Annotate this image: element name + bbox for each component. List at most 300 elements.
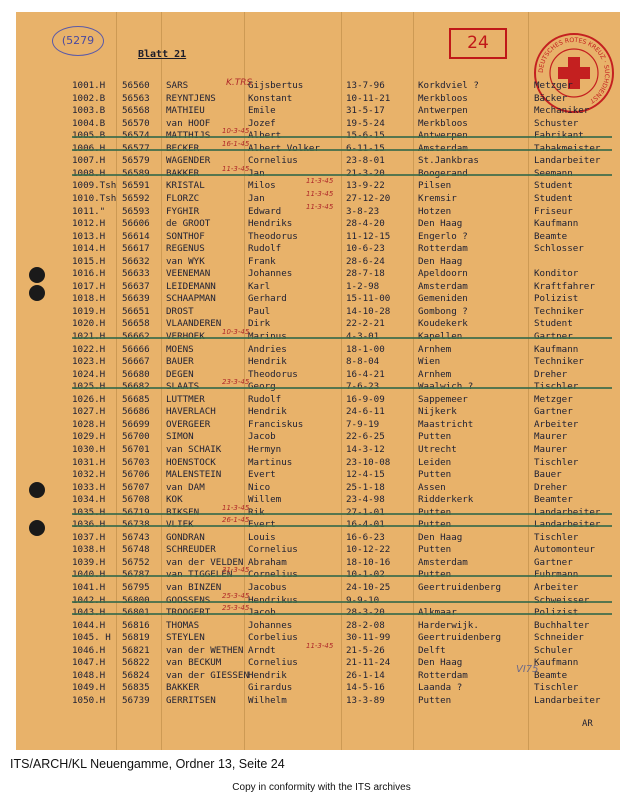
birth-date: 15-11-00 [346,293,391,305]
seal-text: DEUTSCHES ROTES KREUZ · SUCHDIENST [537,36,611,105]
birth-date: 23-8-01 [346,155,385,167]
prisoner-number: 56699 [122,418,150,430]
birth-date: 30-11-99 [346,632,391,644]
last-name: BAUER [166,356,194,368]
first-name: Jozef [248,117,276,129]
first-name: Emile [248,105,276,117]
birth-place: Leiden [418,456,452,468]
occupation: Tischler [534,531,579,543]
last-name: van HOOF [166,117,211,129]
birth-place: Amsterdam [418,280,468,292]
entry-number: 1010.Tsh [72,192,117,204]
last-name: KOK [166,494,183,506]
prisoner-number: 56703 [122,456,150,468]
birth-place: Korkdviel ? [418,80,479,91]
prisoner-number: 56795 [122,582,150,593]
birth-date: 27-12-20 [346,192,391,204]
handwritten-date: 10-3-45 [222,328,250,336]
prisoner-number: 56667 [122,356,150,368]
occupation: Bauer [534,469,562,481]
strike-line [72,174,612,176]
birth-date: 13-7-96 [346,80,385,91]
birth-place: Putten [418,694,452,706]
handwritten-date: 16-1-45 [222,139,250,148]
birth-date: 13-3-89 [346,694,385,706]
document-sheet [16,12,620,750]
entry-number: 1012.H [72,218,106,230]
birth-date: 14-10-28 [346,305,391,317]
entry-number: 1037.H [72,531,106,543]
occupation: Landarbeiter [534,694,601,706]
prisoner-number: 56617 [122,243,150,255]
birth-place: Nijkerk [418,406,457,418]
first-name: Rudolf [248,243,282,255]
occupation: Dreher [534,368,568,380]
birth-date: 21-11-24 [346,657,391,669]
occupation: Student [534,192,573,204]
birth-place: Amsterdam [418,556,468,568]
handwritten-date: 10-3-45 [222,127,250,136]
birth-date: 21-5-26 [346,644,385,656]
occupation: Student [534,318,573,330]
birth-date: 22-2-21 [346,318,385,330]
entry-number: 1013.H [72,230,106,242]
entry-number: 1022.H [72,343,106,355]
last-name: GONDRAN [166,531,205,543]
prisoner-number: 56651 [122,305,150,317]
birth-date: 10-6-23 [346,243,385,255]
entry-number: 1027.H [72,406,106,418]
birth-date: 12-4-15 [346,469,385,481]
first-name: Franciskus [248,418,304,430]
last-name: MATHIEU [166,105,205,117]
entry-number: 1028.H [72,418,106,430]
entry-number: 1004.B [72,117,106,129]
first-name: Corbelius [248,632,298,644]
prisoner-number: 56835 [122,682,150,694]
handwritten-date: 25-3-45 [222,591,250,600]
handwritten-date: 31-3-45 [222,566,250,575]
prisoner-number: 56592 [122,192,150,204]
birth-place: Engerlo ? [418,230,468,242]
prisoner-number: 56658 [122,318,150,330]
strike-line [72,149,612,151]
strike-line [72,601,612,603]
last-name: van SCHAIK [166,443,222,455]
last-name: DROST [166,305,194,317]
entry-number: 1047.H [72,657,106,669]
handwritten-date: 11-3-45 [222,503,250,512]
birth-place: Kremsir [418,192,457,204]
first-name: Hendriks [248,218,293,230]
occupation: Metzger [534,393,573,405]
occupation: Beamte [534,669,568,681]
occupation: Polizist [534,293,579,305]
last-name: van BINZEN [166,582,222,593]
strike-line [72,337,612,339]
first-name: Frank [248,255,276,267]
prisoner-number: 56706 [122,469,150,481]
column-rule [116,12,117,750]
entry-number: 1038.H [72,544,106,556]
entry-number: 1001.H [72,80,106,91]
prisoner-number: 56680 [122,368,150,380]
first-name: Theodorus [248,230,298,242]
entry-number: 1023.H [72,356,106,368]
strike-line [72,387,612,389]
column-rule [341,12,342,750]
birth-place: Harderwijk. [418,619,479,631]
entry-number: 1050.H [72,694,106,706]
entry-number: 1014.H [72,243,106,255]
first-name: Paul [248,305,271,317]
occupation: Beamter [534,494,573,506]
handwritten-date: 26-1-45 [222,516,250,525]
column-rule [161,12,162,750]
birth-date: 31-5-17 [346,105,385,117]
entry-number: 1018.H [72,293,106,305]
entry-number: 1034.H [72,494,106,506]
birth-place: Den Haag [418,218,463,230]
birth-place: Ridderkerk [418,494,474,506]
birth-date: 10-12-22 [346,544,391,556]
birth-date: 22-6-25 [346,431,385,443]
entry-number: 1031.H [72,456,106,468]
first-name: Andries [248,343,287,355]
prisoner-number: 56819 [122,632,150,644]
last-name: OVERGEER [166,418,211,430]
first-name: Karl [248,280,271,292]
last-name: MOENS [166,343,194,355]
first-name: Johannes [248,619,293,631]
strike-line [72,575,612,577]
birth-date: 13-9-22 [346,180,385,192]
birth-date: 1-2-98 [346,280,380,292]
birth-date: 16-6-23 [346,531,385,543]
occupation: Konditor [534,268,579,280]
birth-date: 23-10-08 [346,456,391,468]
birth-place: Sappemeer [418,393,468,405]
first-name: Jacobus [248,582,287,593]
entry-number: 1029.H [72,431,106,443]
birth-place: Gemeniden [418,293,468,305]
entry-number: 1039.H [72,556,106,568]
entry-number: 1009.Tsh [72,180,117,192]
prisoner-number: 56560 [122,80,150,91]
entry-number: 1007.H [72,155,106,167]
occupation: Kaufmann [534,657,579,669]
prisoner-number: 56816 [122,619,150,631]
occupation: Kraftfahrer [534,280,595,292]
occupation: Maurer [534,443,568,455]
occupation: Kaufmann [534,218,579,230]
prisoner-number: 56568 [122,105,150,117]
last-name: SCHAAPMAN [166,293,216,305]
last-name: HOENSTOCK [166,456,216,468]
occupation: Bäcker [534,92,568,104]
occupation: Dreher [534,481,568,493]
occupation: Buchhalter [534,619,590,631]
last-name: SIMON [166,431,194,443]
prisoner-number: 56700 [122,431,150,443]
last-name: SARS [166,80,189,91]
last-name: THOMAS [166,619,200,631]
entry-number: 1024.H [72,368,106,380]
birth-place: Utrecht [418,443,457,455]
occupation: Metzger [534,80,573,91]
last-name: VLAANDEREN [166,318,222,330]
occupation: Beamte [534,230,568,242]
last-name: REYNTJENS [166,92,216,104]
entry-number: 1017.H [72,280,106,292]
punch-hole [29,267,45,283]
entry-number: 1046.H [72,644,106,656]
prisoner-number: 56821 [122,644,150,656]
occupation: Tischler [534,682,579,694]
first-name: Rudolf [248,393,282,405]
occupation: Schlosser [534,243,584,255]
archive-caption: ITS/ARCH/KL Neuengamme, Ordner 13, Seite 24 [10,757,285,771]
birth-place: Laanda ? [418,682,463,694]
birth-place: Geertruidenberg [418,632,501,644]
occupation: Arbeiter [534,418,579,430]
prisoner-number: 56632 [122,255,150,267]
prisoner-number: 56637 [122,280,150,292]
first-name: Willem [248,494,282,506]
entry-number: 1049.H [72,682,106,694]
prisoner-number: 56701 [122,443,150,455]
handwritten-date: 11-3-45 [306,189,334,198]
last-name: van WYK [166,255,205,267]
first-name: Evert [248,469,276,481]
last-name: SCHREUDER [166,544,216,556]
last-name: VEENEMAN [166,268,211,280]
occupation: Schuster [534,117,579,129]
first-name: Hendrik [248,356,287,368]
birth-place: Den Haag [418,657,463,669]
last-name: DEGEN [166,368,194,380]
prisoner-number: 56591 [122,180,150,192]
ar-mark: AR [582,719,593,729]
entry-number: 1048.H [72,669,106,681]
birth-date: 7-9-19 [346,418,380,430]
first-name: Hermyn [248,443,282,455]
last-name: REGENUS [166,243,205,255]
prisoner-number: 56748 [122,544,150,556]
prisoner-number: 56685 [122,393,150,405]
occupation: Gartner [534,406,573,418]
last-name: KRISTAL [166,180,205,192]
birth-date: 14-5-16 [346,682,385,694]
first-name: Martinus [248,456,293,468]
first-name: Cornelius [248,544,298,556]
last-name: FLORZC [166,192,200,204]
handwritten-date: 11-3-45 [222,164,250,173]
birth-date: 28-7-18 [346,268,385,280]
prisoner-number: 56739 [122,694,150,706]
entry-number: 1032.H [72,469,106,481]
first-name: Gijsbertus [248,80,304,91]
prisoner-number: 56614 [122,230,150,242]
birth-place: Gombong ? [418,305,468,317]
occupation: Student [534,180,573,192]
birth-date: 28-6-24 [346,255,385,267]
pencil-mark: VI75 [516,664,539,675]
punch-hole [29,482,45,498]
first-name: Cornelius [248,155,298,167]
first-name: Edward [248,205,282,217]
prisoner-number: 56822 [122,657,150,669]
handwritten-date: 23-3-45 [222,378,250,387]
entry-number: 1019.H [72,305,106,317]
occupation: Mechaniker [534,105,590,117]
last-name: GERRITSEN [166,694,216,706]
first-name: Jacob [248,431,276,443]
occupation: Techniker [534,356,584,368]
last-name: van BECKUM [166,657,222,669]
birth-date: 14-3-12 [346,443,385,455]
first-name: Girardus [248,682,293,694]
birth-place: Den Haag [418,531,463,543]
first-name: Abraham [248,556,287,568]
prisoner-number: 56824 [122,669,150,681]
birth-place: Delft [418,644,446,656]
birth-date: 28-2-08 [346,619,385,631]
birth-place: Den Haag [418,255,463,267]
prisoner-number: 56686 [122,406,150,418]
occupation: Landarbeiter [534,155,601,167]
entry-number: 1030.H [72,443,106,455]
last-name: LUTTMER [166,393,205,405]
birth-date: 16-9-09 [346,393,385,405]
first-name: Nico [248,481,271,493]
strike-line [72,613,612,615]
occupation: Automonteur [534,544,595,556]
first-name: Jan [248,192,265,204]
birth-date: 10-11-21 [346,92,391,104]
last-name: van der VELDEN [166,556,244,568]
prisoner-number: 56707 [122,481,150,493]
occupation: Arbeiter [534,582,579,593]
last-name: FYGHIR [166,205,200,217]
birth-date: 19-5-24 [346,117,385,129]
birth-date: 26-1-14 [346,669,385,681]
occupation: Tischler [534,456,579,468]
prisoner-number: 56743 [122,531,150,543]
birth-date: 24-10-25 [346,582,391,593]
prisoner-number: 56752 [122,556,150,568]
first-name: Milos [248,180,276,192]
last-name: STEYLEN [166,632,205,644]
birth-place: Merkbloos [418,92,468,104]
birth-date: 23-4-98 [346,494,385,506]
last-name: SONTHOF [166,230,205,242]
occupation: Kaufmann [534,343,579,355]
first-name: Louis [248,531,276,543]
birth-place: Rotterdam [418,669,468,681]
last-name: van der WETHEN [166,644,244,656]
entry-number: 1026.H [72,393,106,405]
conformity-note: Copy in conformity with the ITS archives [232,782,411,793]
birth-place: Putten [418,431,452,443]
birth-place: Merkbloos [418,117,468,129]
prisoner-number: 56666 [122,343,150,355]
column-rule [413,12,414,750]
strike-line [72,136,612,138]
entry-number: 1045. H [72,632,111,644]
birth-date: 18-1-00 [346,343,385,355]
first-name: Konstant [248,92,293,104]
birth-date: 16-4-21 [346,368,385,380]
birth-place: Hotzen [418,205,452,217]
punch-hole [29,285,45,301]
birth-date: 24-6-11 [346,406,385,418]
sheet-label: Blatt 21 [138,49,187,60]
prisoner-number: 56606 [122,218,150,230]
birth-date: 8-8-04 [346,356,380,368]
strike-line [72,513,612,515]
handwritten-date: 11-3-45 [306,641,334,650]
birth-date: 25-1-18 [346,481,385,493]
first-name: Arndt [248,644,276,656]
handwritten-date: 25-3-45 [222,604,250,613]
first-name: Wilhelm [248,694,287,706]
entry-number: 1011." [72,205,106,217]
first-name: Cornelius [248,657,298,669]
occupation: Schneider [534,632,584,644]
strike-line [72,525,612,527]
occupation: Maurer [534,431,568,443]
occupation: Schuler [534,644,573,656]
birth-place: St.Jankbras [418,155,479,167]
birth-place: Putten [418,469,452,481]
birth-place: Putten [418,544,452,556]
birth-place: Wien [418,356,441,368]
entry-number: 1041.H [72,582,106,593]
handwritten-note: K.TRS [226,78,253,88]
occupation: Techniker [534,305,584,317]
handwritten-date: 11-3-45 [306,202,334,211]
occupation: Gartner [534,556,573,568]
birth-place: Arnhem [418,343,452,355]
prisoner-number: 56570 [122,117,150,129]
birth-place: Assen [418,481,446,493]
birth-place: Rotterdam [418,243,468,255]
entry-number: 1003.B [72,105,106,117]
occupation: Friseur [534,205,573,217]
first-name: Johannes [248,268,293,280]
handwritten-date: 11-3-45 [306,177,334,186]
prisoner-number: 56593 [122,205,150,217]
first-name: Gerhard [248,293,287,305]
birth-date: 18-10-16 [346,556,391,568]
birth-date: 11-12-15 [346,230,391,242]
first-name: Dirk [248,318,271,330]
birth-place: Pilsen [418,180,452,192]
prisoner-number: 56563 [122,92,150,104]
last-name: van DAM [166,481,205,493]
birth-place: Koudekerk [418,318,468,330]
page-number-box: 24 [449,28,507,59]
entry-number: 1033.H [72,481,106,493]
first-name: Theodorus [248,368,298,380]
archive-stamp: (5279 [52,26,104,56]
entry-number: 1016.H [72,268,106,280]
last-name: BAKKER [166,682,200,694]
punch-hole [29,520,45,536]
first-name: Hendrik [248,406,287,418]
last-name: HAVERLACH [166,406,216,418]
